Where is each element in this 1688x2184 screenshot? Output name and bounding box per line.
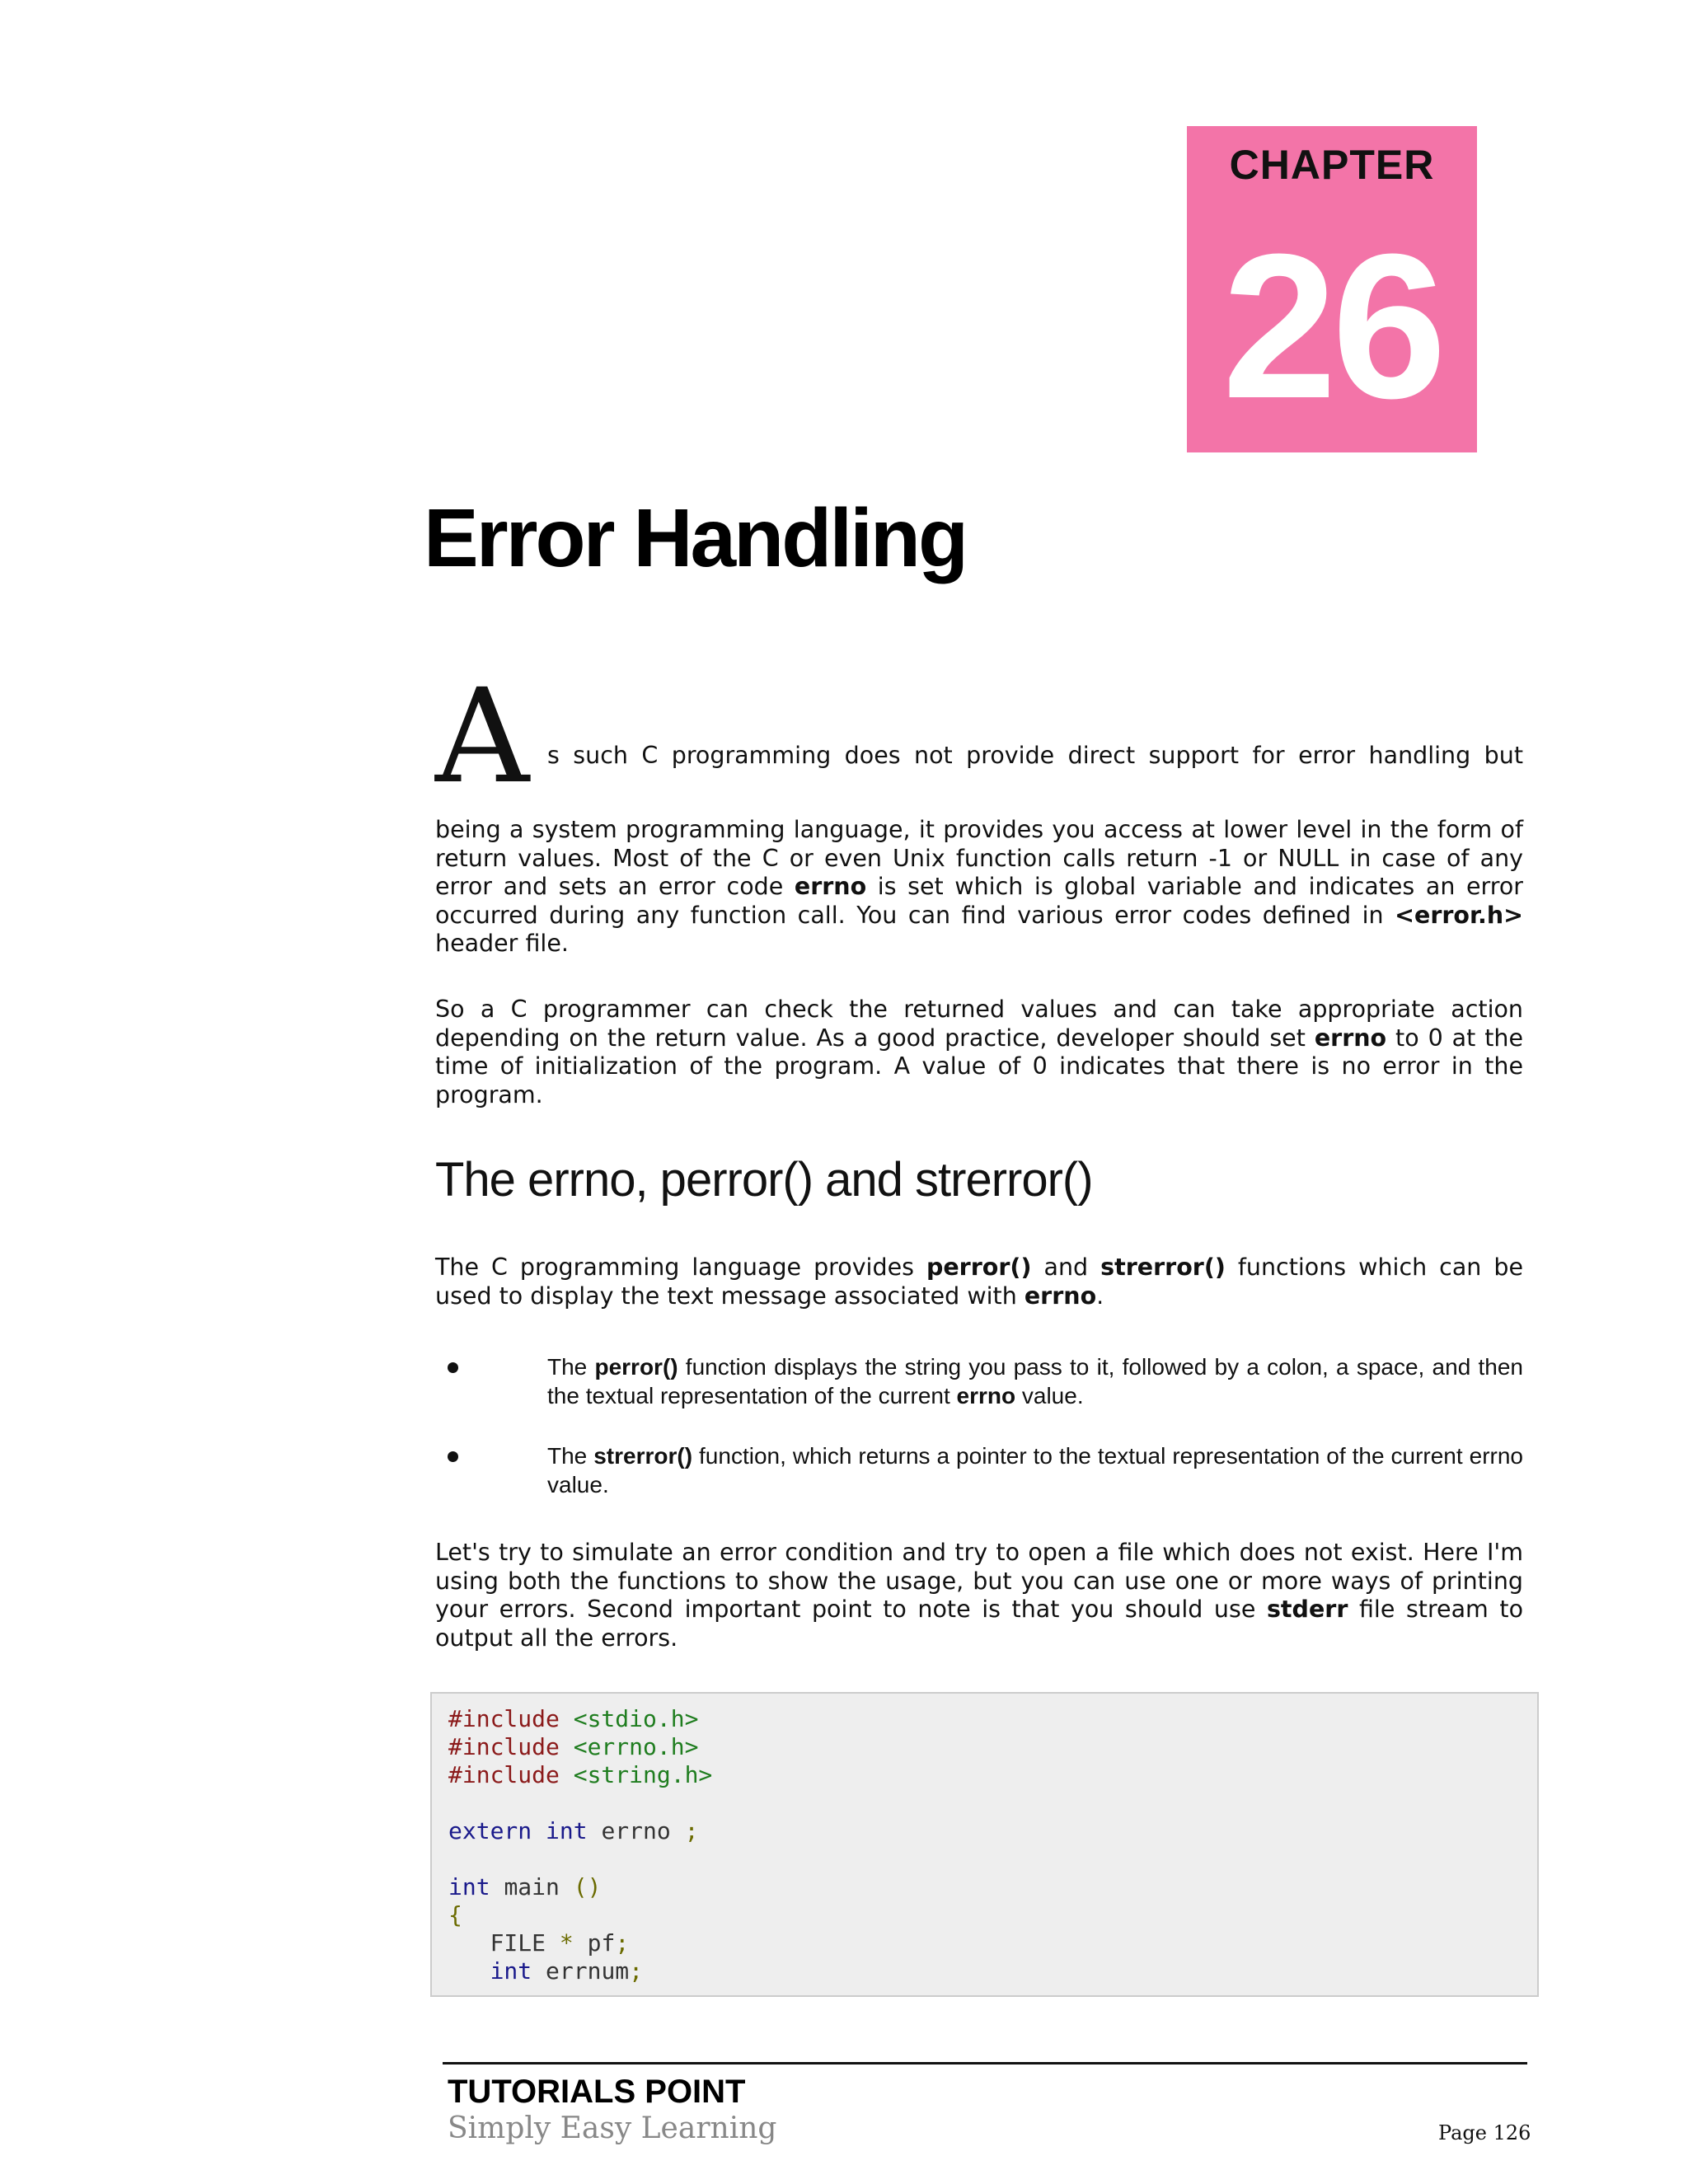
bullet-dot — [448, 1451, 458, 1462]
chapter-badge — [1187, 126, 1477, 452]
section-heading: The errno, perror() and strerror() — [435, 1153, 1093, 1207]
chapter-number: 26 — [1221, 211, 1442, 441]
page-number: Page 126 — [1438, 2121, 1531, 2144]
page-title: Error Handling — [424, 492, 967, 584]
footer-tagline: Simply Easy Learning — [448, 2111, 777, 2145]
bullet-dot — [448, 1362, 458, 1373]
footer-divider — [443, 2062, 1527, 2064]
intro-paragraph-1: being a system programming language, it provides you access at lower level in the form of return values. Most of the C or even Unix function calls return -1 or NULL in case of any error and sets an error code errno is set which is global variable and indicates an error occurred during any function call. You can find various error codes defined in <error.h> header file. — [435, 816, 1523, 957]
intro-first-line: s such C programming does not provide direct support for error handling but — [547, 742, 1523, 769]
code-listing: #include <stdio.h> #include <errno.h> #include <string.h> extern int errno ; int main () { FILE * pf; int errnum; — [448, 1705, 713, 1985]
footer-brand: TUTORIALS POINT — [448, 2074, 746, 2110]
section-paragraph-1: The C programming language provides perror() and strerror() functions which can be used to display the text message associated with errno. — [435, 1254, 1523, 1310]
code-block — [430, 1692, 1539, 1997]
intro-paragraph-2: So a C programmer can check the returned values and can take appropriate action depending on the return value. As a good practice, developer should set errno to 0 at the time of initialization of the program. A value of 0 indicates that there is no error in the program. — [435, 996, 1523, 1108]
chapter-label: CHAPTER — [1229, 142, 1435, 188]
drop-cap: A — [435, 661, 530, 813]
section-paragraph-2: Let's try to simulate an error condition and try to open a file which does not exist. Here I'm using both the functions to show the usage, but you can use one or more ways of printing your errors. Second important point to note is that you should use stderr file stream to output all the errors. — [435, 1539, 1524, 1652]
